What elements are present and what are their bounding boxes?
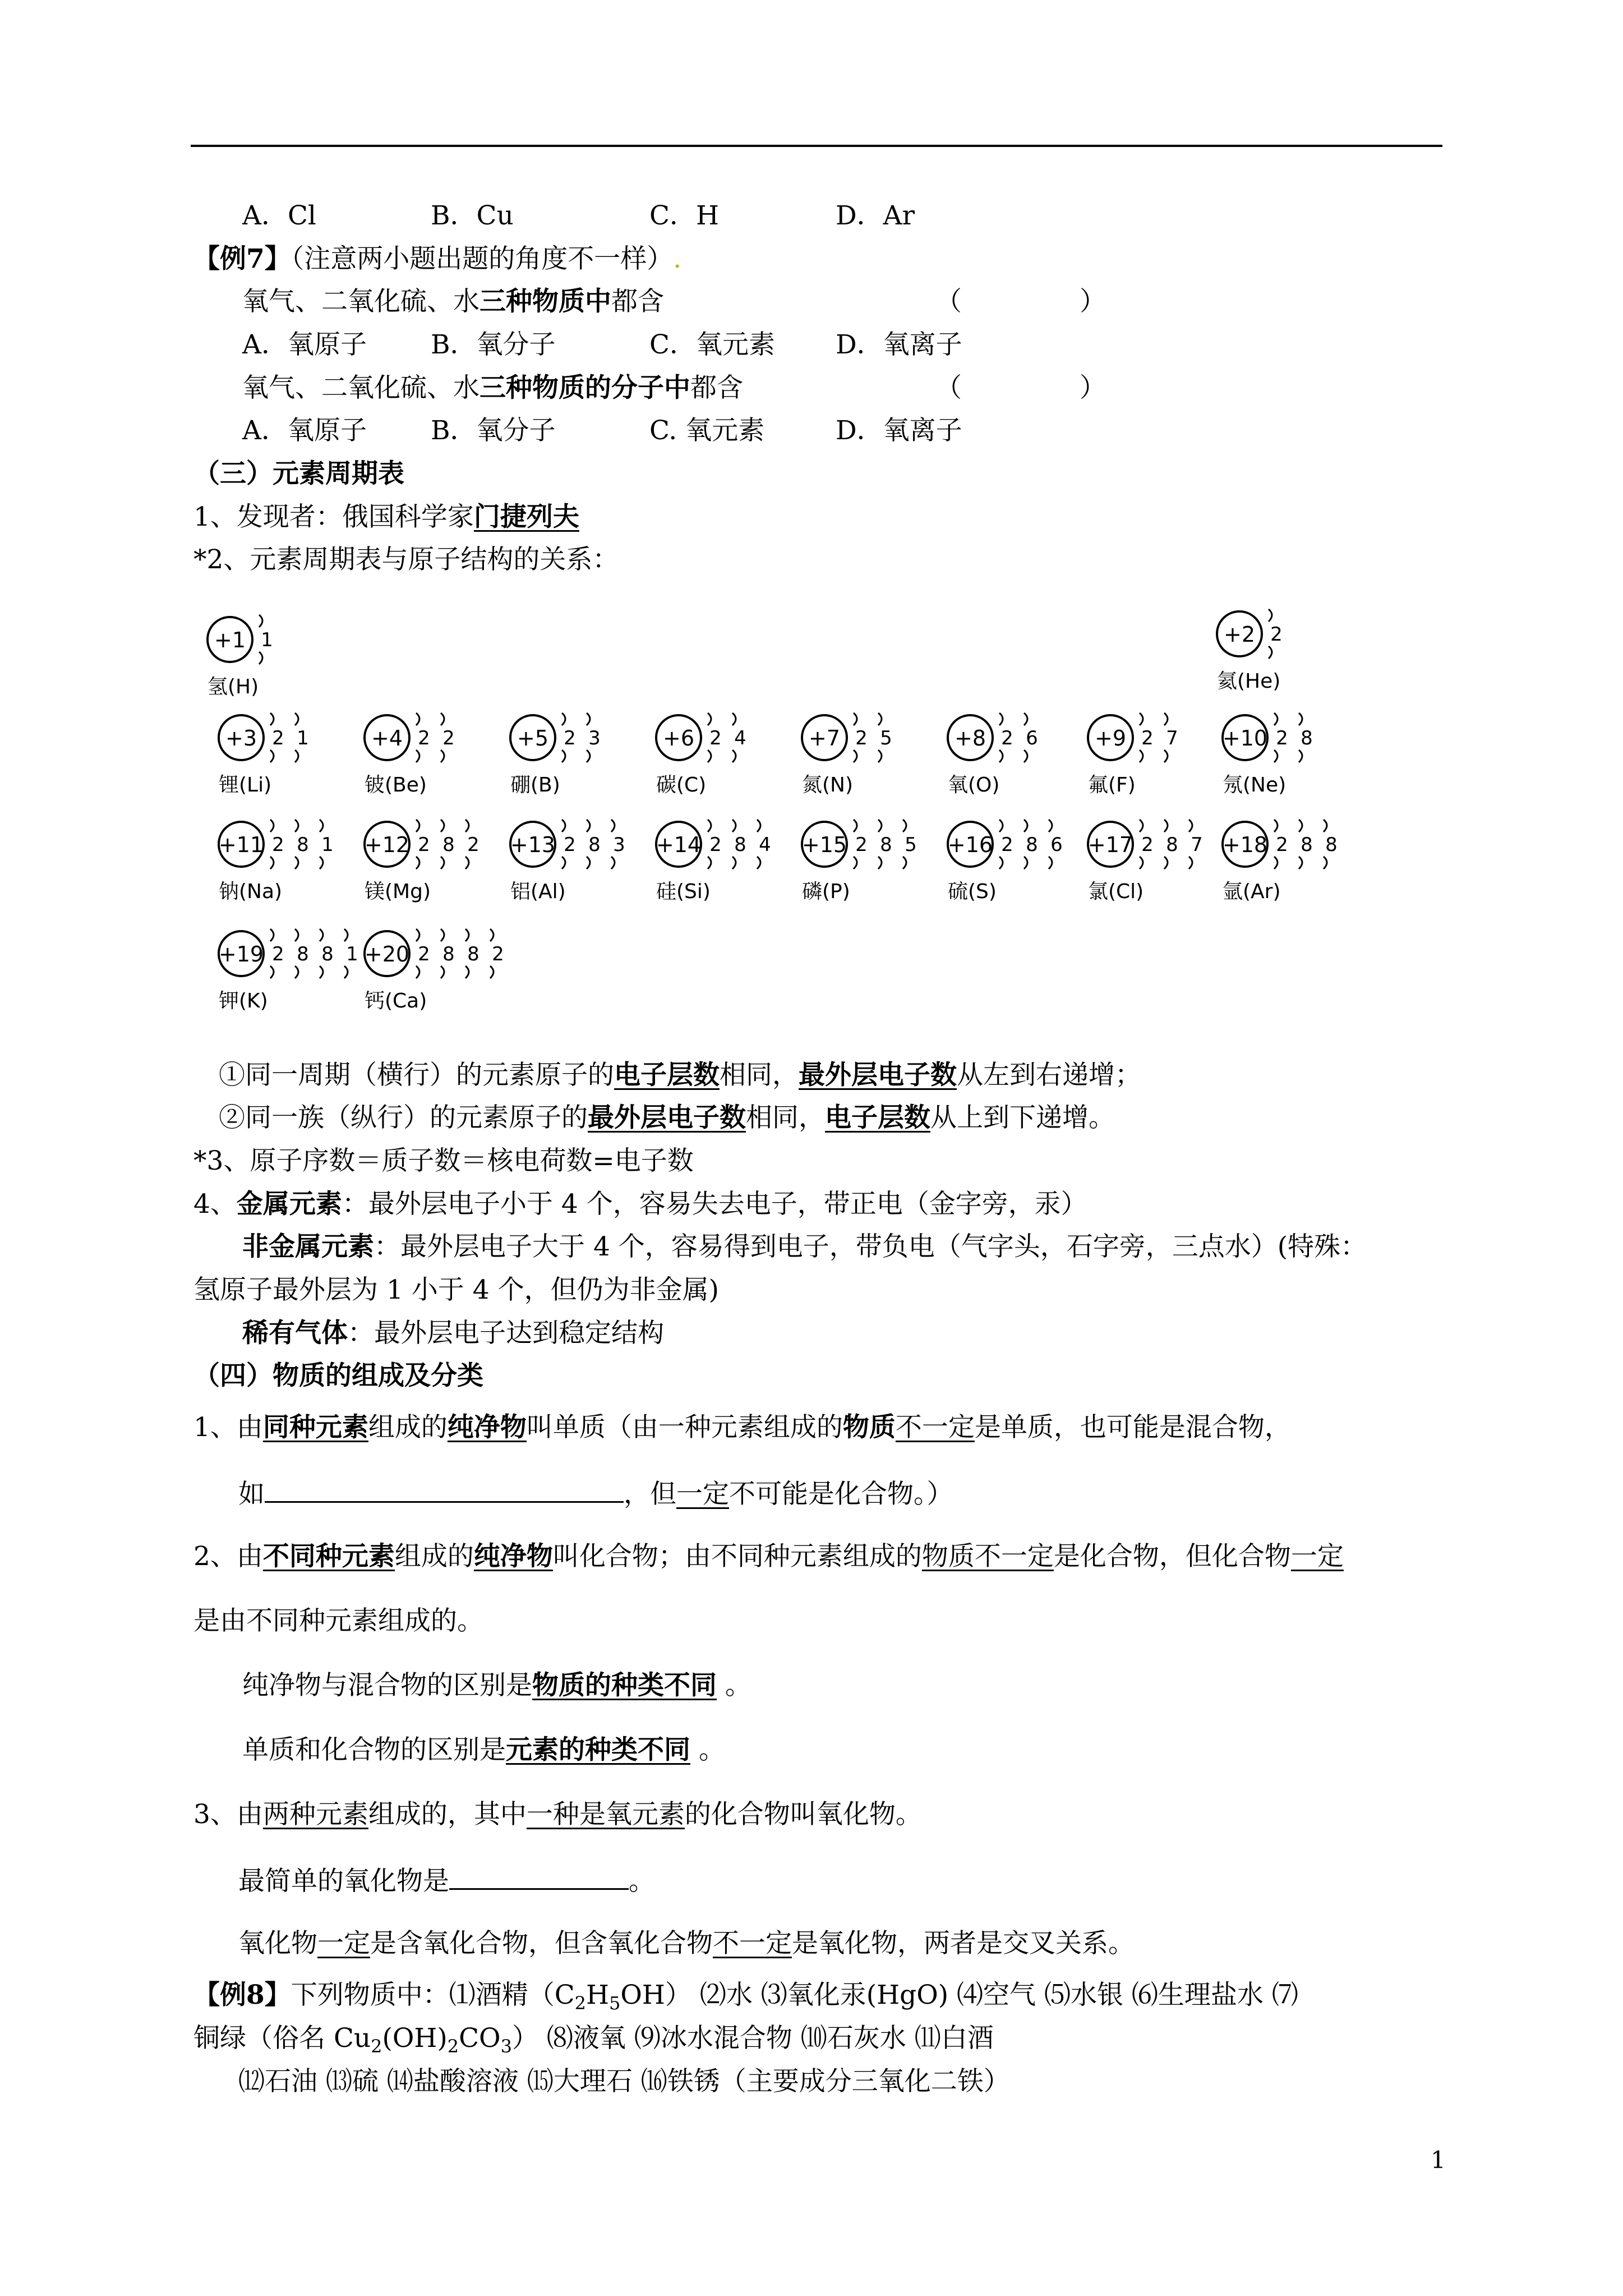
shell-arc-bottom <box>708 750 711 762</box>
atom-17 <box>1223 820 1338 903</box>
shell-arc-bottom <box>999 857 1003 869</box>
shell-arc-top <box>562 820 565 832</box>
shell-electron-count: 1 <box>321 834 334 856</box>
shell-arc-bottom <box>708 857 711 869</box>
shell-electron-count: 2 <box>709 727 722 749</box>
shell-electron-count: 8 <box>442 943 455 965</box>
nuclear-charge: +1 <box>214 628 246 652</box>
rule-nonmetal-cont: 氢原子最外层为 1 小于 4 个，但仍为非金属) <box>193 1274 719 1305</box>
shell-arc-bottom <box>441 750 444 762</box>
nuclear-charge: +16 <box>947 832 993 857</box>
rule-nonmetal: 非金属元素：最外层电子大于 4 个，容易得到电子，带负电（气字头，石字旁，三点水）(特殊： <box>242 1231 1367 1262</box>
shell-arc-bottom <box>416 966 419 978</box>
shell-arc-bottom <box>757 857 760 869</box>
ex7-q2-option-c: C. 氧元素 <box>649 415 765 446</box>
shell-electron-count: 8 <box>588 834 601 856</box>
atom-19 <box>365 929 504 1013</box>
shell-electron-count: 8 <box>1301 727 1313 749</box>
shell-arc-top <box>295 820 298 832</box>
shell-electron-count: 2 <box>1001 727 1013 749</box>
shell-electron-count: 2 <box>442 727 455 749</box>
ex7-q1-option-d: D．氧离子 <box>836 329 962 360</box>
shell-electron-count: 2 <box>1276 727 1288 749</box>
element-name: 氯(Cl) <box>1088 880 1144 903</box>
shell-arc-top <box>999 713 1003 725</box>
shell-arc-bottom <box>1299 857 1302 869</box>
shell-arc-bottom <box>1299 750 1302 762</box>
rule-metal: 4、金属元素：最外层电子小于 4 个，容易失去电子，带正电（金字旁，汞） <box>193 1189 1087 1220</box>
shell-arc-bottom <box>562 750 565 762</box>
shell-arc-bottom <box>1140 750 1143 762</box>
ex7-q2-option-d: D．氧离子 <box>836 415 962 446</box>
shell-electron-count: 2 <box>1141 834 1154 856</box>
shell-arc-top <box>270 929 274 941</box>
shell-electron-count: 2 <box>418 834 430 856</box>
ex7-q1-option-c: C．氧元素 <box>649 329 775 360</box>
shell-arc-bottom <box>416 750 419 762</box>
shell-arc-bottom <box>1189 857 1192 869</box>
q6-option-a: A．Cl <box>242 200 316 231</box>
shell-arc-bottom <box>999 750 1003 762</box>
shell-arc-top <box>259 615 262 627</box>
element-name: 钾(K) <box>219 990 268 1013</box>
shell-electron-count: 8 <box>1325 834 1338 856</box>
shell-arc-top <box>1269 609 1272 622</box>
shell-arc-top <box>854 713 857 725</box>
shell-electron-count: 6 <box>1026 727 1038 749</box>
nuclear-charge: +20 <box>364 942 410 967</box>
shell-arc-bottom <box>587 857 590 869</box>
element-name: 氟(F) <box>1088 774 1136 797</box>
section-4-title: （四）物质的组成及分类 <box>193 1360 483 1391</box>
q6-option-b: B．Cu <box>431 200 514 231</box>
shell-electron-count: 8 <box>734 834 746 856</box>
oxide-relation: 氧化物一定是含氧化合物，但含氧化合物不一定是氧化物，两者是交叉关系。 <box>238 1928 1135 1959</box>
atom-16 <box>1088 820 1203 903</box>
shell-arc-top <box>270 820 274 832</box>
sec3-line-1: 1、发现者：俄国科学家门捷列夫 <box>193 501 579 532</box>
shell-arc-top <box>708 713 711 725</box>
shell-electron-count: 2 <box>418 727 430 749</box>
nuclear-charge: +12 <box>364 832 410 857</box>
shell-arc-top <box>854 820 857 832</box>
shell-electron-count: 2 <box>467 834 479 856</box>
nuclear-charge: +3 <box>225 726 257 751</box>
shell-electron-count: 8 <box>467 943 479 965</box>
nuclear-charge: +4 <box>371 726 403 751</box>
nuclear-charge: +7 <box>808 726 841 751</box>
shell-arc-bottom <box>1274 857 1278 869</box>
fill-in-blank-simplest-oxide[interactable] <box>449 1862 629 1890</box>
ex8-line-1: 【例8】下列物质中：⑴酒精$(C_2H_5OH)$ ⑵水 ⑶氧化汞(HgO) ⑷空气 ⑸水银 ⑹生理盐水 ⑺ <box>193 1980 1298 2014</box>
atom-structure-diagram <box>191 595 1368 1038</box>
shell-arc-bottom <box>320 966 323 978</box>
shell-arc-bottom <box>465 966 469 978</box>
shell-arc-top <box>441 820 444 832</box>
atom-1 <box>1217 609 1283 693</box>
shell-electron-count: 2 <box>564 727 576 749</box>
shell-arc-top <box>295 929 298 941</box>
shell-arc-top <box>1299 713 1302 725</box>
shell-electron-count: 8 <box>442 834 455 856</box>
element-name: 氢(H) <box>208 675 259 698</box>
shell-arc-bottom <box>416 857 419 869</box>
nuclear-charge: +11 <box>218 832 264 857</box>
shell-arc-top <box>1140 713 1143 725</box>
nuclear-charge: +5 <box>517 726 549 751</box>
shell-electron-count: 7 <box>1166 727 1178 749</box>
nuclear-charge: +13 <box>510 832 556 857</box>
shell-arc-bottom <box>295 857 298 869</box>
shell-arc-top <box>732 820 736 832</box>
shell-arc-bottom <box>320 857 323 869</box>
element-name: 氦(He) <box>1217 670 1281 693</box>
sec4-para-1: 1、由同种元素组成的纯净物叫单质（由一种元素组成的物质不一定是单质，也可能是混合物， <box>193 1412 1291 1443</box>
shell-electron-count: 2 <box>492 943 504 965</box>
q6-option-c: C．H <box>649 200 719 231</box>
shell-arc-top <box>270 713 274 725</box>
shell-arc-bottom <box>1049 857 1052 869</box>
nuclear-charge: +6 <box>662 726 695 751</box>
element-name: 碳(C) <box>656 774 707 797</box>
shell-electron-count: 8 <box>297 943 309 965</box>
ex7-q1-option-a: A．氧原子 <box>242 329 367 360</box>
ex7-question-2: 氧气、二氧化硫、水三种物质的分子中都含 <box>242 372 743 403</box>
shell-electron-count: 2 <box>272 834 284 856</box>
shell-arc-top <box>1049 820 1052 832</box>
header-rule <box>191 145 1442 147</box>
shell-arc-bottom <box>878 750 882 762</box>
atom-12 <box>510 820 625 903</box>
shell-electron-count: 2 <box>855 727 868 749</box>
shell-arc-bottom <box>295 750 298 762</box>
shell-arc-top <box>320 929 323 941</box>
rule-period: ①同一周期（横行）的元素原子的电子层数相同，最外层电子数从左到右递增； <box>219 1060 1141 1091</box>
atom-14 <box>802 820 917 903</box>
rule-noble-gas: 稀有气体：最外层电子达到稳定结构 <box>242 1318 664 1349</box>
nuclear-charge: +15 <box>801 832 847 857</box>
shell-electron-count: 2 <box>1270 623 1283 646</box>
element-name: 钠(Na) <box>219 880 283 903</box>
shell-arc-bottom <box>1269 646 1272 659</box>
shell-arc-top <box>1024 713 1027 725</box>
shell-arc-bottom <box>1140 857 1143 869</box>
nuclear-charge: +17 <box>1087 832 1133 857</box>
ex8-line-3: ⑿石油 ⒀硫 ⒁盐酸溶液 ⒂大理石 ⒃铁锈（主要成分三氧化二铁） <box>238 2066 1010 2097</box>
shell-electron-count: 4 <box>759 834 771 856</box>
shell-electron-count: 2 <box>272 727 284 749</box>
shell-arc-bottom <box>295 966 298 978</box>
element-name: 磷(P) <box>802 880 850 903</box>
shell-arc-top <box>1299 820 1302 832</box>
element-name: 铝(Al) <box>510 880 566 903</box>
element-name: 铍(Be) <box>365 774 427 797</box>
atom-13 <box>656 820 771 903</box>
shell-electron-count: 2 <box>272 943 284 965</box>
shell-arc-top <box>490 929 494 941</box>
atom-7 <box>948 713 1038 797</box>
ex7-q1-paren-open: （ <box>935 286 962 317</box>
shell-electron-count: 8 <box>1026 834 1038 856</box>
sec3-line-2: *2、元素周期表与原子结构的关系： <box>193 544 619 575</box>
shell-arc-bottom <box>1024 857 1027 869</box>
element-name: 钙(Ca) <box>365 990 427 1013</box>
page-number: 1 <box>1431 2146 1446 2174</box>
shell-arc-bottom <box>270 750 274 762</box>
element-vs-compound: 单质和化合物的区别是元素的种类不同 。 <box>242 1734 725 1765</box>
shell-arc-top <box>465 929 469 941</box>
atom-0 <box>208 615 273 698</box>
shell-arc-top <box>708 820 711 832</box>
ex7-q1-option-b: B．氧分子 <box>431 329 556 360</box>
shell-arc-top <box>587 713 590 725</box>
ex8-line-2: 铜绿（俗名 $Cu_2(OH)_2CO_3$） ⑻液氧 ⑼冰水混合物 ⑽石灰水 ⑾白酒 <box>193 2023 994 2057</box>
shell-arc-top <box>1164 820 1168 832</box>
shell-electron-count: 2 <box>418 943 430 965</box>
section-3-title: （三）元素周期表 <box>193 458 404 489</box>
ex7-header <box>193 242 681 276</box>
ex7-q2-paren-close: ） <box>1080 372 1106 403</box>
shell-arc-bottom <box>611 857 615 869</box>
element-name: 氧(O) <box>948 774 1000 797</box>
oxide-definition: 3、由两种元素组成的，其中一种是氧元素的化合物叫氧化物。 <box>193 1799 922 1830</box>
shell-arc-top <box>757 820 760 832</box>
shell-arc-bottom <box>1164 857 1168 869</box>
atom-11 <box>365 820 479 903</box>
shell-arc-top <box>1274 820 1278 832</box>
ex7-label: 【例7】 <box>193 243 291 274</box>
shell-arc-bottom <box>1164 750 1168 762</box>
element-name: 硫(S) <box>948 880 997 903</box>
atom-3 <box>365 713 455 797</box>
rule-atomic-number: *3、原子序数＝质子数＝核电荷数=电子数 <box>193 1145 694 1176</box>
shell-arc-bottom <box>732 857 736 869</box>
shell-arc-top <box>1324 820 1327 832</box>
nuclear-charge: +18 <box>1222 832 1268 857</box>
element-name: 氩(Ar) <box>1223 880 1281 903</box>
shell-electron-count: 2 <box>564 834 576 856</box>
ex7-q2-option-b: B．氧分子 <box>431 415 556 446</box>
shell-electron-count: 3 <box>588 727 601 749</box>
shell-electron-count: 5 <box>880 727 892 749</box>
atom-15 <box>948 820 1063 903</box>
ex7-q1-paren-close: ） <box>1080 286 1106 317</box>
atom-6 <box>802 713 892 797</box>
shell-arc-bottom <box>1274 750 1278 762</box>
atom-10 <box>219 820 334 903</box>
shell-arc-bottom <box>441 857 444 869</box>
shell-arc-bottom <box>1024 750 1027 762</box>
shell-arc-top <box>903 820 906 832</box>
atom-4 <box>510 713 601 797</box>
shell-arc-top <box>878 820 882 832</box>
fill-in-blank-simple-mixture[interactable] <box>265 1475 624 1503</box>
shell-arc-top <box>295 713 298 725</box>
shell-arc-bottom <box>465 857 469 869</box>
atom-18 <box>219 929 358 1013</box>
element-name: 氖(Ne) <box>1223 774 1287 797</box>
shell-electron-count: 3 <box>613 834 625 856</box>
shell-arc-bottom <box>270 857 274 869</box>
shell-arc-bottom <box>903 857 906 869</box>
atom-2 <box>219 713 309 797</box>
nuclear-charge: +8 <box>954 726 986 751</box>
shell-arc-top <box>1274 713 1278 725</box>
shell-arc-top <box>611 820 615 832</box>
shell-arc-bottom <box>441 966 444 978</box>
shell-arc-top <box>416 713 419 725</box>
shell-arc-bottom <box>490 966 494 978</box>
shell-arc-top <box>1024 820 1027 832</box>
shell-electron-count: 5 <box>905 834 917 856</box>
shell-electron-count: 2 <box>1001 834 1013 856</box>
shell-arc-top <box>320 820 323 832</box>
q6-option-d: D．Ar <box>836 200 915 231</box>
ex7-q2-option-a: A．氧原子 <box>242 415 367 446</box>
shell-electron-count: 8 <box>297 834 309 856</box>
shell-arc-bottom <box>854 750 857 762</box>
shell-electron-count: 4 <box>734 727 746 749</box>
shell-electron-count: 8 <box>321 943 334 965</box>
element-name: 氮(N) <box>802 774 854 797</box>
shell-arc-bottom <box>732 750 736 762</box>
nuclear-charge: +10 <box>1222 726 1268 751</box>
element-name: 硼(B) <box>510 774 560 797</box>
shell-electron-count: 2 <box>709 834 722 856</box>
shell-arc-top <box>562 713 565 725</box>
pure-vs-mixture: 纯净物与混合物的区别是物质的种类不同 。 <box>242 1670 751 1701</box>
sec4-para-2: 2、由不同种元素组成的纯净物叫化合物；由不同种元素组成的物质不一定是化合物，但化合物一定 <box>193 1541 1344 1572</box>
nuclear-charge: +9 <box>1094 726 1127 751</box>
ex7-question-1: 氧气、二氧化硫、水三种物质中都含 <box>242 286 664 317</box>
element-name: 硅(Si) <box>656 880 711 903</box>
atom-8 <box>1088 713 1178 797</box>
shell-electron-count: 2 <box>855 834 868 856</box>
shell-arc-bottom <box>587 750 590 762</box>
shell-arc-bottom <box>562 857 565 869</box>
shell-electron-count: 8 <box>880 834 892 856</box>
shell-arc-top <box>416 820 419 832</box>
shell-electron-count: 1 <box>297 727 309 749</box>
shell-arc-bottom <box>259 652 262 664</box>
element-name: 锂(Li) <box>219 774 272 797</box>
sec4-para-2-cont: 是由不同种元素组成的。 <box>193 1605 483 1636</box>
nuclear-charge: +14 <box>656 832 702 857</box>
shell-electron-count: 7 <box>1191 834 1203 856</box>
shell-electron-count: 8 <box>1166 834 1178 856</box>
nuclear-charge: +19 <box>218 942 264 967</box>
shell-arc-top <box>416 929 419 941</box>
ex7-note: （注意两小题出题的角度不一样） <box>291 243 674 274</box>
rule-group: ②同一族（纵行）的元素原子的最外层电子数相同，电子层数从上到下递增。 <box>219 1102 1115 1133</box>
shell-arc-top <box>999 820 1003 832</box>
shell-arc-top <box>465 820 469 832</box>
shell-arc-top <box>1140 820 1143 832</box>
sec4-para-1-cont: 如 ，但一定不可能是化合物。） <box>238 1475 953 1511</box>
simplest-oxide: 最简单的氧化物是 。 <box>238 1862 655 1898</box>
shell-arc-top <box>732 713 736 725</box>
shell-arc-top <box>441 713 444 725</box>
atom-9 <box>1223 713 1313 797</box>
shell-electron-count: 1 <box>346 943 358 965</box>
shell-electron-count: 1 <box>261 629 273 651</box>
element-name: 镁(Mg) <box>365 880 431 903</box>
shell-arc-top <box>344 929 348 941</box>
atom-5 <box>656 713 746 797</box>
shell-electron-count: 8 <box>1301 834 1313 856</box>
nuclear-charge: +2 <box>1223 622 1256 647</box>
ex7-note-dot: . <box>673 243 682 274</box>
shell-arc-top <box>1164 713 1168 725</box>
shell-arc-top <box>878 713 882 725</box>
shell-electron-count: 6 <box>1050 834 1063 856</box>
shell-arc-top <box>1189 820 1192 832</box>
shell-electron-count: 2 <box>1141 727 1154 749</box>
shell-arc-bottom <box>1324 857 1327 869</box>
shell-arc-bottom <box>878 857 882 869</box>
shell-arc-bottom <box>270 966 274 978</box>
shell-arc-top <box>441 929 444 941</box>
ex7-q2-paren-open: （ <box>935 372 962 403</box>
shell-electron-count: 2 <box>1276 834 1288 856</box>
shell-arc-bottom <box>854 857 857 869</box>
shell-arc-bottom <box>344 966 348 978</box>
shell-arc-top <box>587 820 590 832</box>
